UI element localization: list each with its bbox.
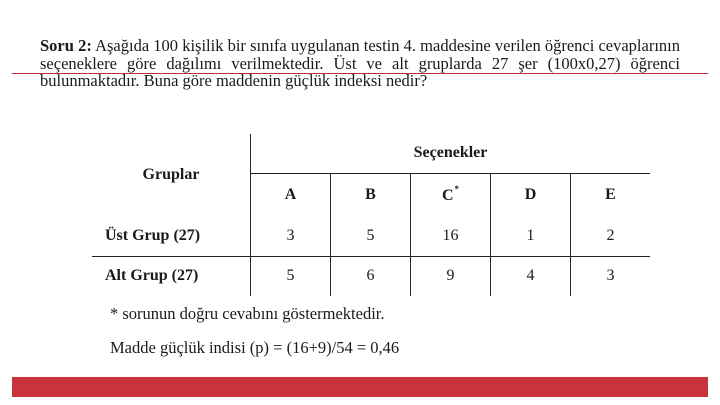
option-c-letter: C: [441, 187, 454, 205]
option-e-header: E: [571, 173, 651, 216]
table-cell: 5: [331, 216, 411, 256]
option-c-header: [411, 173, 491, 216]
difficulty-calculation: Madde güçlük indisi (p) = (16+9)/54 = 0,46: [110, 338, 400, 357]
question-text: [40, 37, 680, 90]
table-cell: 2: [571, 216, 651, 256]
question-label: Soru 2:: [40, 36, 92, 55]
table-cell: 3: [571, 256, 651, 296]
groups-header: Gruplar: [92, 134, 251, 216]
table-cell: 4: [491, 256, 571, 296]
question-body: Aşağıda 100 kişilik bir sınıfa uygulanan testin 4. maddesine verilen öğrenci cevaplarının seçeneklere göre dağılımı verilmektedir. Üst ve alt gruplarda 27 şer (100x0,27) öğrenci bulunmaktadır. Buna göre maddenin güçlük indeksi nedir?: [40, 36, 681, 90]
option-d-header: D: [491, 173, 571, 216]
table-cell: 16: [411, 216, 491, 256]
table-cell: 6: [331, 256, 411, 296]
bottom-accent-band: [12, 377, 708, 397]
row-label-lower-group: Alt Grup (27): [92, 256, 251, 296]
table-row: [92, 256, 650, 296]
answer-distribution-table: [92, 134, 650, 296]
table-row: [92, 216, 650, 256]
option-b-header: B: [331, 173, 411, 216]
table-cell: 3: [286, 226, 295, 244]
table-cell: 9: [411, 256, 491, 296]
row-label-upper-group: Üst Grup (27): [92, 216, 251, 256]
table-cell: 1: [491, 216, 571, 256]
correct-answer-marker: *: [454, 184, 460, 195]
footnote: * sorunun doğru cevabını göstermektedir.: [110, 304, 385, 323]
options-header: Seçenekler: [413, 144, 488, 162]
option-a-header: A: [251, 173, 331, 216]
table-cell: 5: [251, 256, 331, 296]
